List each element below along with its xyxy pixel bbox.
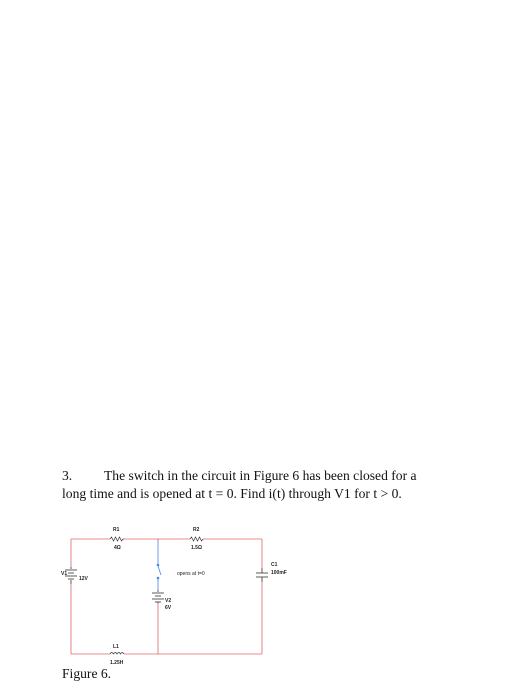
figure-caption: Figure 6. — [62, 666, 112, 681]
switch-contact-top — [157, 564, 159, 566]
r2-name: R2 — [193, 527, 200, 533]
c1-name: C1 — [271, 562, 278, 568]
problem-text-1: The switch in the circuit in Figure 6 has been closed for a — [104, 468, 417, 483]
r1-resistor — [110, 537, 124, 541]
v2-value: 6V — [165, 605, 172, 611]
switch-contact-bottom — [157, 577, 159, 579]
c1-capacitor — [256, 568, 268, 582]
r1-name: R1 — [113, 527, 120, 533]
circuit-wires — [71, 539, 262, 654]
l1-inductor — [110, 653, 124, 655]
v1-value: 12V — [79, 576, 88, 582]
switch-label: opens at t=0 — [177, 571, 205, 577]
switch-blade — [158, 566, 161, 575]
v2-name: V2 — [165, 598, 172, 604]
r2-resistor — [190, 537, 203, 541]
l1-name: L1 — [113, 644, 119, 650]
problem-number: 3. — [62, 468, 73, 483]
r2-value: 1.5Ω — [191, 545, 202, 551]
v1-name: V1 — [61, 571, 68, 577]
switch — [157, 539, 161, 590]
v2-battery — [152, 590, 164, 603]
problem-line-2: long time and is opened at t = 0. Find i(t) through V1 for t > 0. — [62, 486, 402, 501]
r1-value: 4Ω — [114, 545, 121, 551]
l1-value: 1.25H — [110, 660, 124, 666]
c1-value: 100mF — [271, 570, 287, 576]
